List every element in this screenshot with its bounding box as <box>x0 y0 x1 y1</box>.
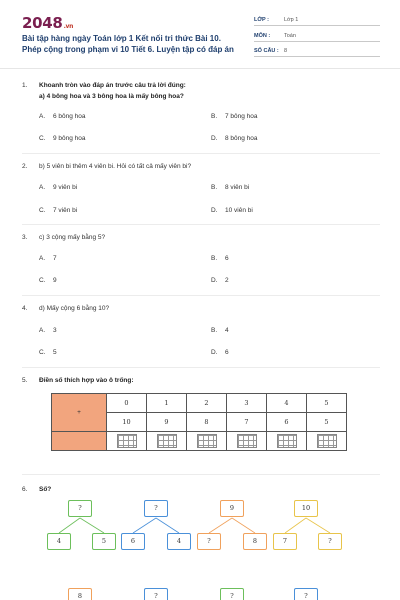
option-letter: A. <box>39 113 46 120</box>
document-title: Bài tập hàng ngày Toán lớp 1 Kết nối tri thức Bài 10. Phép cộng trong phạm vi 10 Tiết 6. Luyện tập có đáp án <box>22 34 234 54</box>
tree-1-right: 5 <box>92 533 116 550</box>
option-text: 8 bông hoa <box>225 135 258 142</box>
table-cell: 8 <box>187 413 227 432</box>
option-letter: B. <box>211 327 218 334</box>
option-text: 10 viên bi <box>225 207 253 214</box>
option-letter: C. <box>39 207 46 214</box>
tree-1-lines <box>59 518 104 533</box>
tree-3-right: 8 <box>243 533 267 550</box>
option-letter: D. <box>211 135 218 142</box>
table-cell: 0 <box>107 394 147 413</box>
tree-2-top[interactable]: ? <box>144 500 168 517</box>
option-letter: B. <box>211 255 218 262</box>
table-cell: 5 <box>307 394 347 413</box>
tree-1-top[interactable]: ? <box>68 500 92 517</box>
question-instruction: Khoanh tròn vào đáp án trước câu trả lời đúng: <box>39 82 186 89</box>
question-number: 4. <box>22 305 28 312</box>
tree-2-right: 4 <box>167 533 191 550</box>
option-text: 9 viên bi <box>53 184 78 191</box>
option-text: 9 bông hoa <box>53 135 86 142</box>
logo-suffix: .vn <box>63 23 74 30</box>
tree-2-left: 6 <box>121 533 145 550</box>
table-cell: 9 <box>147 413 187 432</box>
table-cell: 1 <box>147 394 187 413</box>
table-cell: 4 <box>267 394 307 413</box>
tree-5-top: 8 <box>68 588 92 600</box>
meta-value: Toán <box>284 33 296 39</box>
tree-4-lines <box>285 518 330 533</box>
option-letter: D. <box>211 207 218 214</box>
option-letter: C. <box>39 349 46 356</box>
option-letter: A. <box>39 327 46 334</box>
option-letter: B. <box>211 113 218 120</box>
table-cell: 6 <box>267 413 307 432</box>
option-text: 5 <box>53 349 57 356</box>
tree-4-left: 7 <box>273 533 297 550</box>
option-text: 6 bông hoa <box>53 113 86 120</box>
option-text: 7 <box>53 255 57 262</box>
option-letter: D. <box>211 277 218 284</box>
option-letter: B. <box>211 184 218 191</box>
tree-3-left[interactable]: ? <box>197 533 221 550</box>
question-prompt: a) 4 bông hoa và 3 bông hoa là mấy bông hoa? <box>39 93 184 100</box>
question-number: 6. <box>22 486 28 493</box>
table-cell: 2 <box>187 394 227 413</box>
option-letter: A. <box>39 255 46 262</box>
option-text: 7 viên bi <box>53 207 78 214</box>
question-prompt: Số? <box>39 486 52 493</box>
option-text: 2 <box>225 277 229 284</box>
option-text: 3 <box>53 327 57 334</box>
question-number: 5. <box>22 377 28 384</box>
meta-label: LỚP : <box>254 17 269 23</box>
option-letter: D. <box>211 349 218 356</box>
tree-3-lines <box>209 518 255 533</box>
question-2-text: b) 5 viên bi thêm 4 viên bi. Hỏi có tất cả mấy viên bi? <box>39 163 192 170</box>
option-text: 9 <box>53 277 57 284</box>
tree-4-right[interactable]: ? <box>318 533 342 550</box>
question-number: 2. <box>22 163 28 170</box>
tree-4-top: 10 <box>294 500 318 517</box>
meta-value: 8 <box>284 48 288 54</box>
question-4-text: d) Mấy cộng 6 bằng 10? <box>39 305 110 312</box>
question-prompt: Điền số thích hợp vào ô trống: <box>39 377 134 384</box>
question-number: 1. <box>22 82 28 89</box>
table-cell: 5 <box>307 413 347 432</box>
tree-6-top[interactable]: ? <box>144 588 168 600</box>
option-text: 8 viên bi <box>225 184 250 191</box>
option-letter: A. <box>39 184 46 191</box>
tree-2-lines <box>133 518 179 533</box>
question-number: 3. <box>22 234 28 241</box>
question-3-text: c) 3 cộng mấy bằng 5? <box>39 234 106 241</box>
option-letter: C. <box>39 135 46 142</box>
logo-text: 2048 <box>22 14 63 32</box>
meta-label: MÔN : <box>254 33 271 39</box>
tree-1-left: 4 <box>47 533 71 550</box>
meta-value: Lớp 1 <box>284 17 299 23</box>
tree-7-top[interactable]: ? <box>220 588 244 600</box>
option-text: 6 <box>225 255 229 262</box>
table-cell: 7 <box>227 413 267 432</box>
option-letter: C. <box>39 277 46 284</box>
table-cell: 3 <box>227 394 267 413</box>
tree-8-top[interactable]: ? <box>294 588 318 600</box>
option-text: 6 <box>225 349 229 356</box>
tree-3-top: 9 <box>220 500 244 517</box>
table-cell: 10 <box>107 413 147 432</box>
option-text: 4 <box>225 327 229 334</box>
operator-cell: + <box>52 394 107 432</box>
meta-label: SỐ CÂU : <box>254 48 279 54</box>
option-text: 7 bông hoa <box>225 113 258 120</box>
